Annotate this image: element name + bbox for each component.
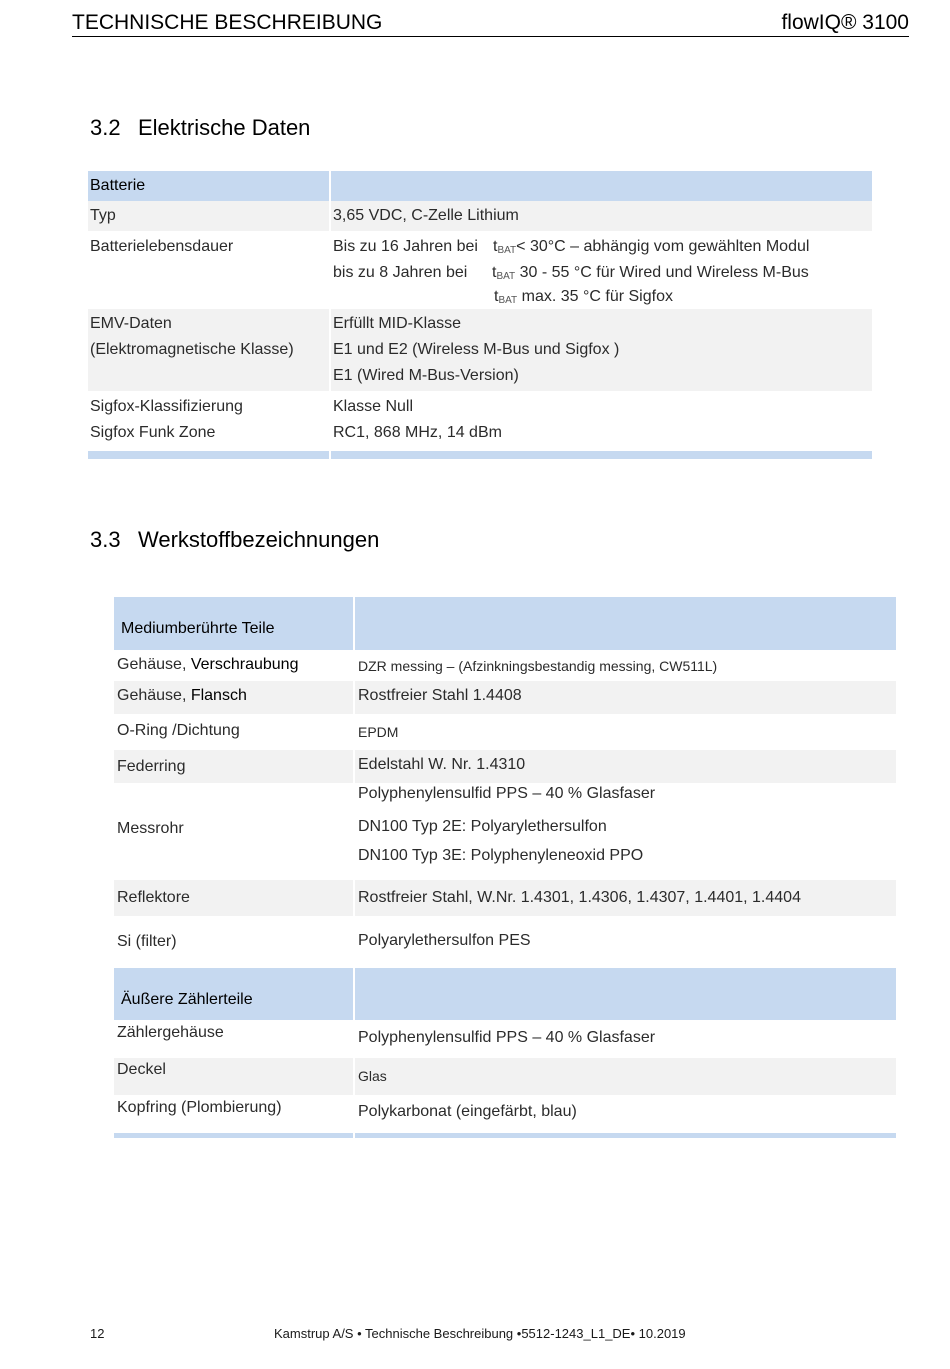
table-row [114, 1095, 896, 1133]
material-value: Rostfreier Stahl 1.4408 [358, 687, 522, 704]
reflektore-label: Reflektore [117, 889, 190, 906]
table-header-row [88, 171, 872, 201]
material-label: Gehäuse, Flansch [117, 687, 247, 704]
section-heading-electric [90, 115, 310, 141]
header-title: TECHNISCHE BESCHREIBUNG [72, 11, 383, 34]
page-header [72, 10, 909, 37]
table-row [114, 916, 896, 967]
material-table [114, 597, 896, 1138]
outer-value: Polykarbonat (eingefärbt, blau) [358, 1103, 577, 1120]
table-row [114, 650, 896, 681]
outer-label: Kopfring (Plombierung) [117, 1099, 282, 1116]
material-value: EPDM [358, 724, 399, 740]
life-label: Batterielebensdauer [90, 238, 234, 255]
outer-value: Polyphenylensulfid PPS – 40 % Glasfaser [358, 1029, 656, 1046]
typ-label: Typ [90, 207, 116, 224]
life-line2-condition: $t_{BAT}$ 30 - 55 °C für Wired und Wireless M-Bus [492, 264, 809, 282]
material-value: DZR messing – (Afzinkningsbestandig messing, CW511L) [358, 658, 718, 674]
table-row [88, 391, 872, 451]
table-footer-bar [88, 451, 872, 459]
battery-header: Batterie [90, 177, 146, 194]
messrohr-label: Messrohr [117, 820, 184, 837]
table-row [88, 231, 872, 309]
section-number: 3.3 [90, 527, 121, 552]
sigfox-zone-label: Sigfox Funk Zone [90, 424, 216, 441]
table-row [114, 714, 896, 750]
emv-label: EMV-Daten [90, 315, 172, 332]
si-label: Si (filter) [117, 933, 177, 950]
emv-value3: E1 (Wired M-Bus-Version) [333, 367, 519, 384]
material-label: Federring [117, 758, 186, 775]
outer-parts-header: Äußere Zählerteile [121, 991, 253, 1008]
outer-value: Glas [358, 1068, 387, 1084]
column-divider [329, 171, 331, 459]
material-label: O-Ring /Dichtung [117, 722, 240, 739]
section-title: Werkstoffbezeichnungen [138, 527, 380, 552]
electric-data-table [88, 171, 872, 459]
sigfox-value: Klasse Null [333, 398, 414, 415]
table-row [114, 880, 896, 916]
emv-value1: Erfüllt MID-Klasse [333, 315, 462, 332]
life-line3-condition: $t_{BAT}$ max. 35 °C für Sigfox [494, 288, 673, 306]
material-value: Edelstahl W. Nr. 1.4310 [358, 756, 526, 773]
emv-value2: E1 und E2 (Wireless M-Bus und Sigfox ) [333, 341, 620, 358]
table-row [114, 783, 896, 877]
typ-value: 3,65 VDC, C-Zelle Lithium [333, 207, 519, 224]
sigfox-zone-value: RC1, 868 MHz, 14 dBm [333, 424, 502, 441]
table-row [88, 201, 872, 231]
section-heading-material [90, 527, 379, 553]
outer-label: Zählergehäuse [117, 1024, 224, 1041]
table-footer-bar [114, 1133, 896, 1138]
messrohr-value2: DN100 Typ 2E: Polyarylethersulfon [358, 818, 607, 835]
messrohr-value1: Polyphenylensulfid PPS – 40 % Glasfaser [358, 785, 656, 802]
table-row [88, 309, 872, 391]
material-label: Gehäuse, Verschraubung [117, 656, 299, 673]
table-row [114, 750, 896, 783]
column-divider [353, 597, 355, 1138]
life-line1-condition: $t_{BAT}< 30^\circ C$ – abhängig vom gewählten Modul [493, 238, 810, 256]
section-title: Elektrische Daten [138, 115, 311, 140]
table-row [114, 1020, 896, 1058]
life-line1-prefix: Bis zu 16 Jahren bei [333, 238, 478, 255]
reflektore-value: Rostfreier Stahl, W.Nr. 1.4301, 1.4306, 1.4307, 1.4401, 1.4404 [358, 889, 801, 906]
header-product: flowIQ® 3100 [781, 11, 909, 34]
table-row [114, 1058, 896, 1095]
table-row [114, 681, 896, 714]
table-header-row [114, 968, 896, 1020]
sigfox-label: Sigfox-Klassifizierung [90, 398, 243, 415]
section-number: 3.2 [90, 115, 121, 140]
life-line2-prefix: bis zu 8 Jahren bei [333, 264, 468, 281]
outer-label: Deckel [117, 1061, 166, 1078]
emv-label-sub: (Elektromagnetische Klasse) [90, 341, 294, 358]
table-header-row [114, 597, 896, 650]
wetted-parts-header: Mediumberührte Teile [121, 620, 275, 637]
page-number: 12 [90, 1326, 105, 1341]
messrohr-value3: DN100 Typ 3E: Polyphenyleneoxid PPO [358, 847, 644, 864]
footer-text: Kamstrup A/S • Technische Beschreibung •5512-1243_L1_DE• 10.2019 [274, 1326, 686, 1341]
si-value: Polyarylethersulfon PES [358, 932, 531, 949]
